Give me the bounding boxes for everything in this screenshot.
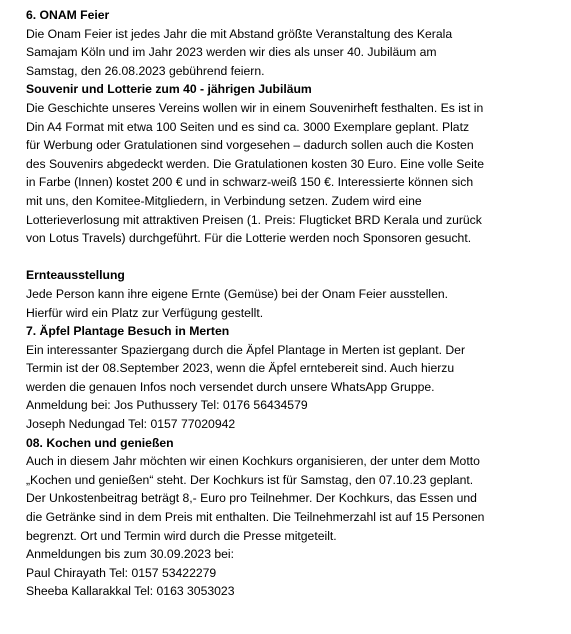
text-line: werden die genauen Infos noch versendet durch unsere WhatsApp Gruppe.: [26, 379, 435, 394]
text-line: Samstag, den 26.08.2023 gebührend feiern.: [26, 63, 265, 78]
text-line: Anmeldung bei: Jos Puthussery Tel: 0176 56434579: [26, 398, 308, 413]
section-paragraph: [26, 341, 566, 434]
text-line: Die Geschichte unseres Vereins wollen wir in einem Souvenirheft festhalten. Es ist in: [26, 100, 484, 115]
section-onam-feier: [26, 6, 566, 80]
section-heading: Ernteausstellung: [26, 268, 125, 283]
section-souvenir-lotterie: [26, 80, 566, 247]
text-line: Der Unkostenbeitrag beträgt 8,- Euro pro Teilnehmer. Der Kochkurs, das Essen und: [26, 491, 477, 506]
text-line: Din A4 Format mit etwa 100 Seiten und es sind ca. 3000 Exemplare geplant. Platz: [26, 119, 470, 134]
text-line: Die Onam Feier ist jedes Jahr die mit Abstand größte Veranstaltung des Kerala: [26, 26, 453, 41]
text-line: Samajam Köln und im Jahr 2023 werden wir dies als unser 40. Jubiläum am: [26, 45, 437, 60]
section-ernteausstellung: [26, 266, 566, 322]
text-line: Joseph Nedungad Tel: 0157 77020942: [26, 417, 236, 432]
section-heading: 6. ONAM Feier: [26, 8, 110, 22]
text-line: Hierfür wird ein Platz zur Verfügung gestellt.: [26, 305, 264, 320]
text-line: „Kochen und genießen“ steht. Der Kochkurs ist für Samstag, den 07.10.23 geplant.: [26, 472, 474, 487]
blank-line: [26, 248, 566, 267]
text-line: Jede Person kann ihre eigene Ernte (Gemüse) bei der Onam Feier ausstellen.: [26, 286, 449, 301]
document-content: [26, 6, 566, 601]
text-line: von Lotus Travels) durchgeführt. Für die Lotterie werden noch Sponsoren gesucht.: [26, 231, 472, 246]
section-heading: 7. Äpfel Plantage Besuch in Merten: [26, 324, 230, 339]
text-line: die Getränke sind in dem Preis mit enthalten. Die Teilnehmerzahl ist auf 15 Personen: [26, 510, 485, 525]
section-paragraph: [26, 99, 566, 248]
text-line: Termin ist der 08.September 2023, wenn die Äpfel erntebereit sind. Auch hierzu: [26, 361, 455, 376]
text-line: Paul Chirayath Tel: 0157 53422279: [26, 565, 217, 580]
text-line: Anmeldungen bis zum 30.09.2023 bei:: [26, 547, 235, 562]
text-line: für Werbung oder Gratulationen sind vorgesehen – dadurch sollen auch die Kosten: [26, 138, 474, 153]
text-line: Auch in diesem Jahr möchten wir einen Kochkurs organisieren, der unter dem Motto: [26, 454, 480, 469]
text-line: Lotterieverlosung mit attraktiven Preisen (1. Preis: Flugticket BRD Kerala und zurück: [26, 212, 482, 227]
text-line: des Souvenirs abgedeckt werden. Die Gratulationen kosten 30 Euro. Eine volle Seite: [26, 156, 484, 171]
section-heading: 08. Kochen und genießen: [26, 435, 174, 450]
section-aepfel-plantage: [26, 322, 566, 434]
text-line: begrenzt. Ort und Termin wird durch die Presse mitgeteilt.: [26, 528, 337, 543]
text-line: in Farbe (Innen) kostet 200 € und in schwarz-weiß 150 €. Interessierte können sich: [26, 175, 474, 190]
text-line: Ein interessanter Spaziergang durch die Äpfel Plantage in Merten ist geplant. Der: [26, 342, 466, 357]
section-paragraph: [26, 452, 566, 601]
section-kochen-geniessen: [26, 434, 566, 601]
section-paragraph: [26, 285, 566, 322]
text-line: Sheeba Kallarakkal Tel: 0163 3053023: [26, 584, 235, 599]
section-paragraph: [26, 25, 566, 81]
text-line: mit uns, den Komitee-Mitgliedern, in Verbindung setzen. Zudem wird eine: [26, 193, 422, 208]
section-heading: Souvenir und Lotterie zum 40 - jährigen Jubiläum: [26, 82, 312, 97]
